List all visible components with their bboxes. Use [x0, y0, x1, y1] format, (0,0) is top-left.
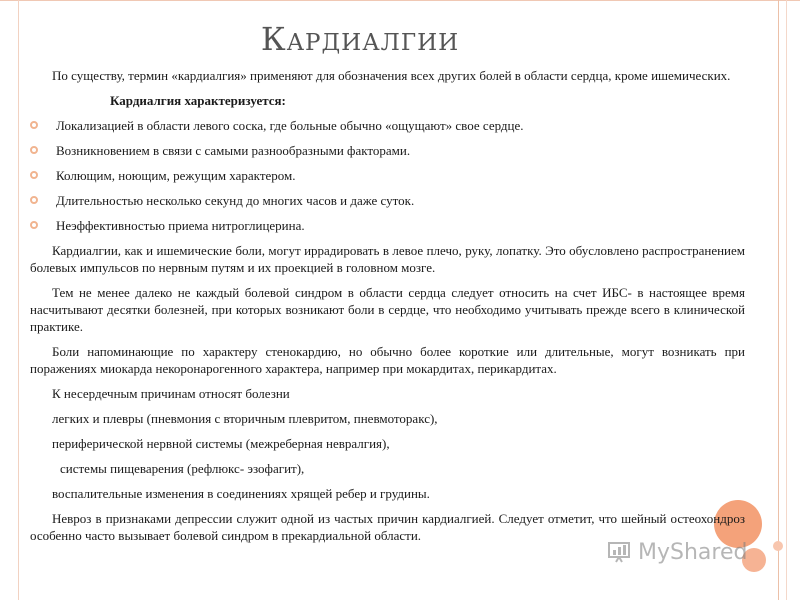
list-item: Колющим, ноющим, режущим характером.: [30, 167, 745, 184]
slide-title: [0, 20, 720, 58]
subheading: Кардиалгия характеризуется:: [110, 93, 286, 108]
noncardiac-item: воспалительные изменения в соединениях хрящей ребер и грудины.: [52, 486, 430, 501]
list-item: Длительностью несколько секунд до многих часов и даже суток.: [30, 192, 745, 209]
characteristics-list: [30, 117, 745, 234]
ibs-paragraph: Тем не менее далеко не каждый болевой синдром в области сердца следует относить на счет ИБС- в настоящее время насчитывают десятки болезней, при которых возникают боли в сердце, что необходимо учитывать прежде всего в клинической практике.: [30, 285, 745, 334]
noncardiac-item: периферической нервной системы (межреберная невралгия),: [52, 436, 390, 451]
bullet-circle-icon: [30, 221, 38, 229]
frame-right-line-outer: [786, 0, 787, 600]
bullet-circle-icon: [30, 196, 38, 204]
decorative-circle-small: [773, 541, 783, 551]
title-rest: АРДИАЛГИИ: [286, 30, 460, 56]
watermark: [608, 538, 758, 566]
noncardiac-intro: К несердечным причинам относят болезни: [52, 386, 290, 401]
title-first-letter: К: [260, 20, 287, 58]
stenocardia-paragraph: Боли напоминающие по характеру стенокардию, но обычно более короткие или длительные, могут возникать при поражениях миокарда некоронарогенного характера, например при мокардитах, перикардитах.: [30, 344, 745, 376]
presentation-icon: [608, 541, 634, 563]
bullet-circle-icon: [30, 171, 38, 179]
noncardiac-item: легких и плевры (пневмония с вторичным плевритом, пневмоторакс),: [52, 411, 438, 426]
intro-paragraph: По существу, термин «кардиалгия» применяют для обозначения всех других болей в области сердца, кроме ишемических.: [52, 68, 731, 83]
watermark-text: MyShared: [638, 539, 748, 565]
noncardiac-item: системы пищеварения (рефлюкс- эзофагит),: [60, 461, 305, 476]
frame-right-line: [778, 0, 779, 600]
frame-left-line: [18, 0, 19, 600]
list-item: Неэффективностью приема нитроглицерина.: [30, 217, 745, 234]
neurosis-paragraph: Невроз в признаками депрессии служит одной из частых причин кардиалгией. Следует отметит, что шейный остеохондроз особенно часто вызывает болевой синдром в прекардиальной области.: [30, 511, 745, 543]
frame-top-line: [0, 0, 800, 1]
bullet-circle-icon: [30, 146, 38, 154]
list-item: Возникновением в связи с самыми разнообразными факторами.: [30, 142, 745, 159]
list-item: Локализацией в области левого соска, где больные обычно «ощущают» свое сердце.: [30, 117, 745, 134]
slide-body: [30, 67, 745, 552]
bullet-circle-icon: [30, 121, 38, 129]
irradiation-paragraph: Кардиалгии, как и ишемические боли, могут иррадировать в левое плечо, руку, лопатку. Это обусловлено распространением болевых импульсов по нервным путям и их проекцией в головном мозге.: [30, 243, 745, 275]
